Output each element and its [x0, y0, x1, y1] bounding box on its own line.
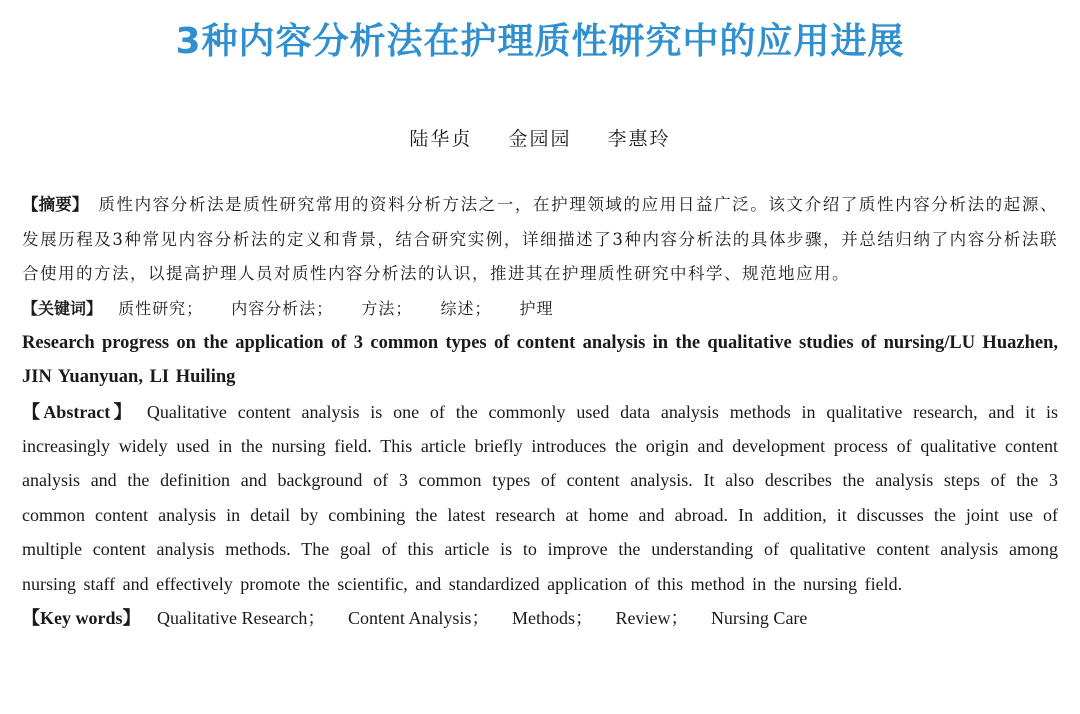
- keyword-item: 方法；: [361, 298, 413, 318]
- keyword-item: Nursing Care: [710, 607, 808, 628]
- keyword-item: 护理: [519, 298, 554, 318]
- english-keywords: [22, 601, 1058, 635]
- keyword-item: Methods；: [511, 607, 593, 628]
- english-abstract-text: Qualitative content analysis is one of the commonly used data analysis methods in qualitative research, and it is increasingly widely used in the nursing field. This article briefly introduces the origin and development process of qualitative content analysis and the definition and background of 3 common types of content analysis. It also describes the analysis steps of the 3 common content analysis in detail by combining the latest research at home and abroad. In addition, it discusses the joint use of multiple content analysis methods. The goal of this article is to improve the understanding of qualitative content analysis among nursing staff and effectively promote the scientific, and standardized application of this method in the nursing field.: [22, 401, 1059, 594]
- english-title: Research progress on the application of 3 common types of content analysis in the qualitative studies of nursing/LU Huazhen, JIN Yuanyuan, LI Huiling: [22, 332, 1058, 387]
- chinese-keywords-label: 【关键词】: [22, 298, 103, 318]
- keyword-item: Review；: [615, 607, 689, 628]
- author-name: 陆华贞: [409, 128, 473, 150]
- english-abstract-label: 【Abstract】: [22, 401, 135, 422]
- chinese-abstract-label: 【摘要】: [22, 195, 89, 214]
- author-name: 金园园: [508, 128, 572, 150]
- chinese-keywords: [22, 292, 1058, 326]
- paper-title: 3种内容分析法在护理质性研究中的应用进展: [175, 21, 905, 62]
- keyword-item: 质性研究；: [118, 298, 204, 318]
- english-abstract: [22, 395, 1058, 601]
- author-name: 李惠玲: [607, 128, 671, 150]
- english-keywords-label: 【Key words】: [22, 607, 141, 628]
- keyword-item: 内容分析法；: [231, 298, 334, 318]
- keyword-item: 综述；: [440, 298, 492, 318]
- keyword-item: Qualitative Research；: [157, 607, 326, 628]
- chinese-abstract-text: 质性内容分析法是质性研究常用的资料分析方法之一，在护理领域的应用日益广泛。该文介绍了质性内容分析法的起源、发展历程及3种常见内容分析法的定义和背景，结合研究实例，详细描述了3种内容分析法的具体步骤，并总结归纳了内容分析法联合使用的方法，以提高护理人员对质性内容分析法的认识，推进其在护理质性研究中科学、规范地应用。: [22, 195, 1059, 283]
- author-list: [22, 126, 1058, 152]
- keyword-item: Content Analysis；: [347, 607, 490, 628]
- chinese-abstract: [22, 188, 1058, 292]
